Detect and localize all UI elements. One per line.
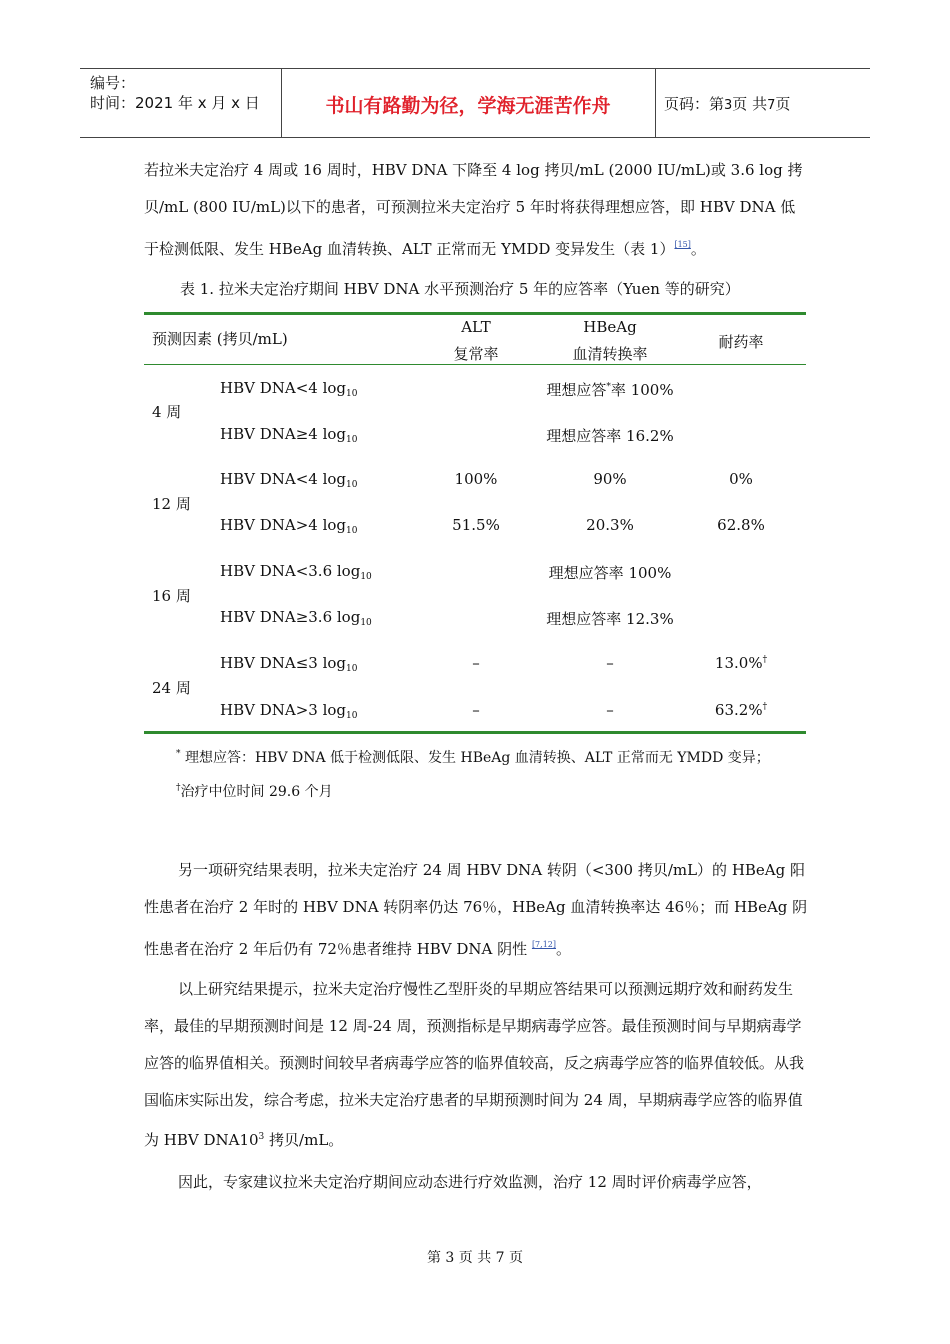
paragraph-2: 另一项研究结果表明，拉米夫定治疗 24 周 HBV DNA 转阴（<300 拷贝/mL）的 HBeAg 阳性患者在治疗 2 年时的 HBV DNA 转阴率仍达 76％，HBeAg 血清转换率达 46％；而 HBeAg 阴性患者在治疗 2 年后仍有 72％患者维持 HBV DNA 阴性 [7,12]。: [144, 861, 808, 958]
ideal-response-cell: 理想应答率 100%: [548, 564, 672, 582]
header-resistance: 耐药率: [718, 333, 764, 351]
header-meta: [90, 73, 260, 113]
header-divider: [655, 69, 656, 137]
paragraph-1-text: 若拉米夫定治疗 4 周或 16 周时，HBV DNA 下降至 4 log 拷贝/mL (2000 IU/mL)或 3.6 log 拷贝/mL (800 IU/mL)以下的患者，可预测拉米夫定治疗 5 年时将获得理想应答，即 HBV DNA 低于检测低限、发生 HBeAg 血清转换、ALT 正常而无 YMDD 变异发生（表 1）: [144, 161, 803, 258]
paragraph-4: 因此，专家建议拉米夫定治疗期间应动态进行疗效监测，治疗 12 周时评价病毒学应答，: [178, 1173, 762, 1191]
page-header: [80, 68, 870, 138]
page-mid: 页 共: [732, 95, 768, 113]
page-footer: 第 3 页 共 7 页: [426, 1250, 524, 1266]
hbeag-cell: 20.3%: [586, 516, 634, 534]
header-hbeag: HBeAg: [583, 318, 637, 336]
hbeag-cell: 90%: [593, 470, 627, 488]
hbeag-cell: –: [606, 654, 614, 672]
week-label: 4 周: [152, 403, 182, 421]
condition-cell: HBV DNA<4 $\log_{10}$: [220, 379, 358, 399]
code-label: 编号：: [90, 74, 136, 92]
table-bottom-rule: [144, 731, 806, 734]
paragraph-1-end: 。: [690, 240, 706, 258]
resistance-cell: 63.2%†: [714, 701, 768, 719]
week-label: 12 周: [152, 495, 191, 513]
condition-cell: HBV DNA≤3 $\log_{10}$: [220, 654, 358, 674]
week-label: 16 周: [152, 587, 191, 605]
table-note-1: * 理想应答：HBV DNA 低于检测低限、发生 HBeAg 血清转换、ALT 正常而无 YMDD 变异；: [176, 749, 770, 766]
header-alt: ALT: [461, 318, 491, 336]
alt-cell: 51.5%: [452, 516, 500, 534]
hbeag-cell: –: [606, 701, 614, 719]
condition-cell: HBV DNA≥4 $\log_{10}$: [220, 425, 358, 445]
condition-cell: HBV DNA<3.6 $\log_{10}$: [220, 562, 372, 582]
table-top-rule: [144, 312, 806, 315]
response-table: [144, 312, 806, 734]
paragraph-3: 以上研究结果提示，拉米夫定治疗慢性乙型肝炎的早期应答结果可以预测远期疗效和耐药发生率，最佳的早期预测时间是 12 周-24 周，预测指标是早期病毒学应答。最佳预测时间与早期病毒学应答的临界值相关。预测时间较早者病毒学应答的临界值较高，反之病毒学应答的临界值较低。从我国临床实际出发，综合考虑，拉米夫定治疗患者的早期预测时间为 24 周，早期病毒学应答的临界值为 HBV $DNA10^3$ 拷贝/mL。: [144, 980, 805, 1149]
condition-cell: HBV DNA<4 $\log_{10}$: [220, 470, 358, 490]
condition-cell: HBV DNA≥3.6 $\log_{10}$: [220, 608, 372, 628]
header-hbeag-sub: 血清转换率: [572, 345, 648, 363]
header-factor: 预测因素 (拷贝/mL): [152, 330, 288, 348]
header-page-number: [664, 93, 790, 114]
condition-cell: HBV DNA>4 $\log_{10}$: [220, 516, 358, 536]
table-note-2: †治疗中位时间 29.6 个月: [176, 783, 333, 800]
resistance-cell: 62.8%: [717, 516, 765, 534]
header-alt-sub: 复常率: [453, 345, 499, 363]
condition-cell: HBV DNA>3 $\log_{10}$: [220, 701, 358, 721]
table-header-rule: [144, 364, 806, 365]
header-motto: 书山有路勤为径，学海无涯苦作舟: [325, 95, 611, 117]
week-label: 24 周: [152, 679, 191, 697]
page-prefix: 页码：第: [664, 95, 725, 113]
page-total: 7: [767, 98, 776, 113]
resistance-cell: 0%: [729, 470, 753, 488]
paragraph-1: [144, 152, 810, 268]
page-suffix: 页: [775, 95, 791, 113]
alt-cell: –: [472, 654, 480, 672]
alt-cell: –: [472, 701, 480, 719]
citation-link[interactable]: [15]: [674, 240, 691, 249]
alt-cell: 100%: [454, 470, 498, 488]
paragraph-3-text: 以上研究结果提示，拉米夫定治疗慢性乙型肝炎的早期应答结果可以预测远期疗效和耐药发生率，最佳的早期预测时间是 12 周-24 周，预测指标是早期病毒学应答。最佳预测时间与早期病毒学应答的临界值相关。预测时间较早者病毒学应答的临界值较高，反之病毒学应答的临界值较低。从我国临床实际出发，综合考虑，拉米夫定治疗患者的早期预测时间为 24 周，早期病毒学应答的临界值为 HBV DNA10: [144, 980, 805, 1149]
paragraph-2-text: 另一项研究结果表明，拉米夫定治疗 24 周 HBV DNA 转阴（<300 拷贝/mL）的 HBeAg 阳性患者在治疗 2 年时的 HBV DNA 转阴率仍达 76％，HBeAg 血清转换率达 46％；而 HBeAg 阴性患者在治疗 2 年后仍有 72％患者维持 HBV DNA 阴性: [144, 861, 808, 958]
table-caption: 表 1. 拉米夫定治疗期间 HBV DNA 水平预测治疗 5 年的应答率（Yuen 等的研究）: [180, 280, 740, 298]
ideal-response-cell: 理想应答*率 100%: [546, 381, 674, 399]
ideal-response-cell: 理想应答率 16.2%: [546, 427, 674, 445]
ideal-response-cell: 理想应答率 12.3%: [546, 610, 674, 628]
date-label: 时间：2021 年 x 月 x 日: [90, 94, 260, 112]
citation-link[interactable]: [7,12]: [531, 940, 556, 949]
page-num: 3: [724, 98, 733, 113]
resistance-cell: 13.0%†: [714, 654, 768, 672]
